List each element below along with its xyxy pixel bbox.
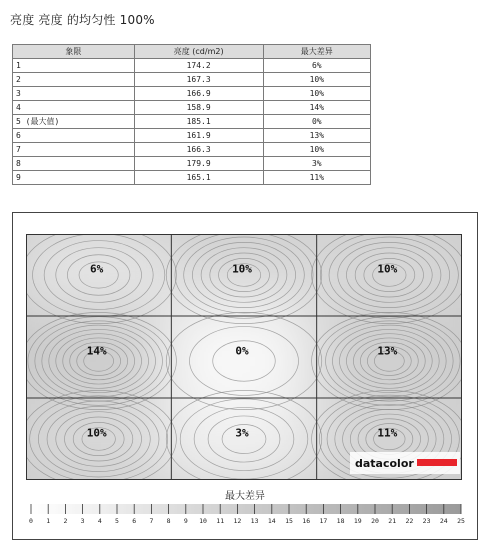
uniformity-table (12, 44, 371, 185)
cell-quadrant: 8 (13, 157, 135, 171)
cell-max-diff: 11% (263, 171, 370, 185)
cell-label-7: 10% (86, 426, 107, 440)
scale-tick-label: 3 (80, 517, 85, 525)
scale-tick-label: 6 (132, 517, 137, 525)
brand-bar (417, 459, 457, 466)
page-title: 亮度 亮度 的均匀性 100% (10, 13, 155, 27)
col-header-luminance: 亮度 (cd/m2) (134, 45, 263, 59)
cell-luminance: 161.9 (134, 129, 263, 143)
scale-tick-label: 7 (149, 517, 154, 525)
cell-luminance: 167.3 (134, 73, 263, 87)
cell-quadrant: 7 (13, 143, 135, 157)
brand-text: datacolor (355, 457, 414, 470)
datacolor-logo (350, 452, 460, 474)
cell-luminance: 179.9 (134, 157, 263, 171)
cell-luminance: 166.9 (134, 87, 263, 101)
cell-label-9: 11% (377, 426, 398, 440)
cell-max-diff: 10% (263, 73, 370, 87)
table-row (13, 101, 371, 115)
scale-tick-label: 24 (439, 517, 448, 525)
scale-tick-label: 8 (166, 517, 171, 525)
cell-max-diff: 14% (263, 101, 370, 115)
scale-bar (21, 500, 469, 530)
scale-tick-label: 20 (371, 517, 379, 525)
cell-max-diff: 13% (263, 129, 370, 143)
cell-quadrant: 2 (13, 73, 135, 87)
table-row (13, 129, 371, 143)
cell-label-3: 10% (377, 262, 398, 276)
cell-label-6: 13% (377, 344, 398, 358)
scale-tick-label: 5 (115, 517, 119, 525)
cell-label-2: 10% (232, 262, 252, 276)
scale-tick-label: 23 (422, 517, 431, 525)
cell-label-5: 0% (235, 344, 249, 358)
scale-tick-label: 14 (267, 517, 276, 525)
scale-tick-label: 4 (97, 517, 102, 525)
scale-tick-label: 15 (285, 517, 293, 525)
uniformity-map-panel (12, 212, 478, 540)
scale-tick-label: 9 (183, 517, 188, 525)
scale-tick-label: 22 (405, 517, 414, 525)
cell-quadrant: 9 (13, 171, 135, 185)
cell-max-diff: 0% (263, 115, 370, 129)
scale-tick-label: 0 (29, 517, 33, 525)
table-row (13, 73, 371, 87)
cell-luminance: 166.3 (134, 143, 263, 157)
scale-gradient (31, 504, 461, 514)
table-row (13, 171, 371, 185)
scale-tick-label: 16 (302, 517, 311, 525)
scale-tick-label: 10 (199, 517, 207, 525)
scale-tick-label: 1 (46, 517, 51, 525)
table-row (13, 157, 371, 171)
cell-quadrant: 3 (13, 87, 135, 101)
cell-label-4: 14% (86, 344, 107, 358)
table-row (13, 59, 371, 73)
cell-quadrant: 6 (13, 129, 135, 143)
cell-max-diff: 10% (263, 87, 370, 101)
scale-tick-label: 12 (233, 517, 242, 525)
cell-max-diff: 6% (263, 59, 370, 73)
table-row (13, 143, 371, 157)
scale-tick-label: 2 (63, 517, 68, 525)
cell-label-1: 6% (90, 262, 104, 276)
table-row (13, 115, 371, 129)
cell-label-8: 3% (235, 426, 249, 440)
scale-tick-label: 21 (388, 517, 397, 525)
scale-tick-label: 25 (457, 517, 465, 525)
cell-luminance: 185.1 (134, 115, 263, 129)
scale-tick-label: 19 (353, 517, 362, 525)
cell-luminance: 174.2 (134, 59, 263, 73)
legend-title: 最大差异 (225, 491, 265, 502)
uniformity-contour-map (26, 234, 462, 480)
scale-tick-label: 18 (336, 517, 345, 525)
scale-tick-label: 13 (250, 517, 259, 525)
scale-tick-label: 17 (319, 517, 328, 525)
scale-tick-label: 11 (216, 517, 225, 525)
cell-luminance: 158.9 (134, 101, 263, 115)
col-header-max-diff: 最大差异 (263, 45, 370, 59)
cell-luminance: 165.1 (134, 171, 263, 185)
cell-quadrant: 1 (13, 59, 135, 73)
cell-quadrant: 4 (13, 101, 135, 115)
cell-max-diff: 10% (263, 143, 370, 157)
table-row (13, 87, 371, 101)
col-header-quadrant: 象限 (13, 45, 135, 59)
cell-max-diff: 3% (263, 157, 370, 171)
cell-quadrant: 5 (最大值) (13, 115, 135, 129)
